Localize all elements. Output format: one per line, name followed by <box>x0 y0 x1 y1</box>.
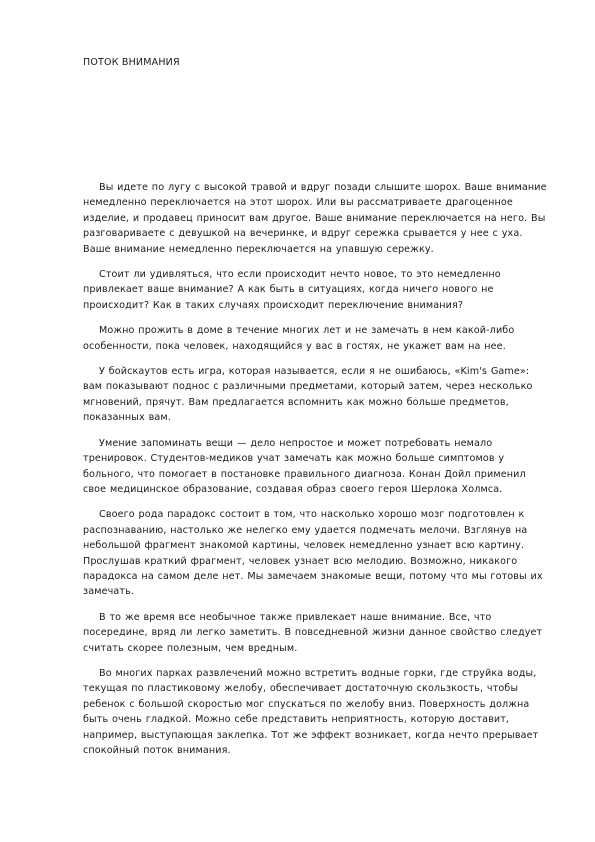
paragraph: Можно прожить в доме в течение многих лет и не замечать в нем какой-либо особенности, пока человек, находящийся у вас в гостях, не укажет вам на нее. <box>83 325 515 352</box>
paragraph: Стоит ли удивляться, что если происходит нечто новое, то это немедленно привлекает ваше внимание? А как быть в ситуациях, когда ничего нового не происходит? Как в таких случаях происходит переключение внимания? <box>83 269 501 311</box>
paragraph: Вы идете по лугу с высокой травой и вдруг позади слышите шорох. Ваше внимание немедленно переключается на этот шорох. Или вы рассматриваете драгоценное изделие, и продавец приносит вам другое. Ваше внимание переключается на него. Вы разговариваете с девушкой на вечеринке, и вдруг сережка срывается у нее с уха. Ваше внимание немедленно переключается на упавшую сережку. <box>83 182 547 255</box>
paragraph: Умение запоминать вещи — дело непростое и может потребовать немало тренировок. Студентов-медиков учат замечать как можно больше симптомов у больного, что помогает в постановке правильного диагноза. Конан Дойл применил свое медицинское образование, создавая образ своего героя Шерлока Холмса. <box>83 437 526 495</box>
paragraph: Своего рода парадокс состоит в том, что насколько хорошо мозг подготовлен к распознаванию, настолько же нелегко ему удается подмечать мелочи. Взглянув на небольшой фрагмент знакомой картины, человек немедленно узнает всю картину. Прослушав краткий фрагмент, человек узнает всю мелодию. Возможно, никакого парадокса на самом деле нет. Мы замечаем знакомые вещи, потому что мы готовы их замечать. <box>83 509 543 598</box>
paragraph: В то же время все необычное также привлекает наше внимание. Все, что посередине, вряд ли легко заметить. В повседневной жизни данное свойство следует считать скорее полезным, чем вредным. <box>83 611 543 654</box>
paragraph: У бойскаутов есть игра, которая называется, если я не ошибаюсь, «Kim's Game»: вам показывают поднос с различными предметами, который затем, через несколько мгновений, прячут. Вам предлагается вспомнить как можно больше предметов, показанных вам. <box>83 366 533 424</box>
paragraph: Во многих парках развлечений можно встретить водные горки, где струйка воды, текущая по пластиковому желобу, обеспечивает достаточную скользкость, чтобы ребенок с большой скоростью мог спускаться по желобу вниз. Поверхность должна быть очень гладкой. Можно себе представить неприятность, которую доставит, например, выступающая заклепка. Тот же эффект возникает, когда нечто прерывает спокойный поток внимания. <box>83 667 539 756</box>
page-title: ПОТОК ВНИМАНИЯ <box>83 57 180 68</box>
document-body <box>83 180 551 768</box>
